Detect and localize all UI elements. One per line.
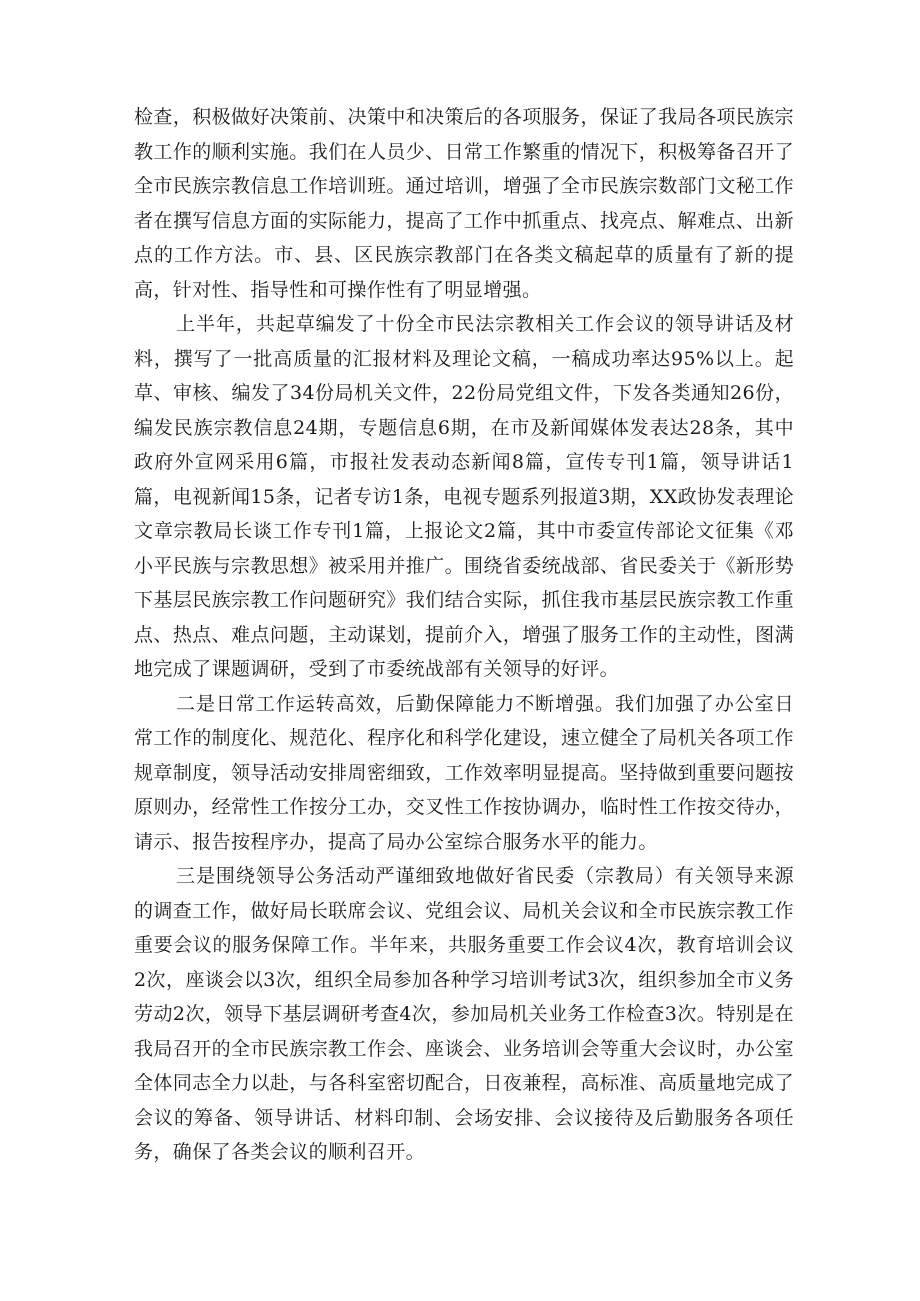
paragraph-daily-operations: 二是日常工作运转高效，后勤保障能力不断增强。我们加强了办公室日常工作的制度化、规范化、程序化和科学化建设，速立健全了局机关各项工作规章制度，领导活动安排周密细致，工作效率明显提高。坚持做到重要问题按原则办，经常性工作按分工办，交叉性工作按协调办，临时性工作按交待办，请示、报告按程序办，提高了局办公室综合服务水平的能力。 [134, 692, 794, 853]
paragraph-continuation: 检查，积极做好决策前、决策中和决策后的各项服务，保证了我局各项民族宗教工作的顺利实施。我们在人员少、日常工作繁重的情况下，积极筹备召开了全市民族宗教信息工作培训班。通过培训，增强了全市民族宗数部门文秘工作者在撰写信息方面的实际能力，提高了工作中抓重点、找亮点、解难点、出新点的工作方法。市、县、区民族宗教部门在各类文稿起草的质量有了新的提高，针对性、指导性和可操作性有了明显增强。 [134, 106, 794, 301]
document-body [134, 100, 794, 1170]
paragraph-meeting-services: 三是围绕领导公务活动严谨细致地做好省民委（宗教局）有关领导来源的调查工作，做好局长联席会议、党组会议、局机关会议和全市民族宗教工作重要会议的服务保障工作。半年来，共服务重要工作会议4次，教育培训会议2次，座谈会以3次，组织全局参加各种学习培训考试3次，组织参加全市义务劳动2次，领导下基层调研考查4次，参加局机关业务工作检查3次。特别是在我局召开的全市民族宗教工作会、座谈会、业务培训会等重大会议时，办公室全体同志全力以赴，与各科室密切配合，日夜兼程，高标准、高质量地完成了会议的筹备、领导讲话、材料印制、会场安排、会议接待及后勤服务各项任务，确保了各类会议的顺利召开。 [134, 865, 794, 1163]
paragraph-first-half-summary: 上半年，共起草编发了十份全市民法宗教相关工作会议的领导讲话及材料，撰写了一批高质量的汇报材料及理论文稿，一稿成功率达95%以上。起草、审核、编发了34份局机关文件，22份局党组文件，下发各类通知26份，编发民族宗教信息24期，专题信息6期，在市及新闻媒体发表达28条，其中政府外宣网采用6篇，市报社发表动态新闻8篇，宣传专刊1篇，领导讲话1篇，电视新闻15条，记者专访1条，电视专题系列报道3期，XX政协发表理论文章宗教局长谈工作专刊1篇，上报论文2篇，其中市委宣传部论文征集《邓小平民族与宗教思想》被采用并推广。围绕省委统战部、省民委关于《新形势下基层民族宗教工作问题研究》我们结合实际，抓住我市基层民族宗教工作重点、热点、难点问题，主动谋划，提前介入，增强了服务工作的主动性，图满地完成了课题调研，受到了市委统战部有关领导的好评。 [134, 313, 794, 680]
